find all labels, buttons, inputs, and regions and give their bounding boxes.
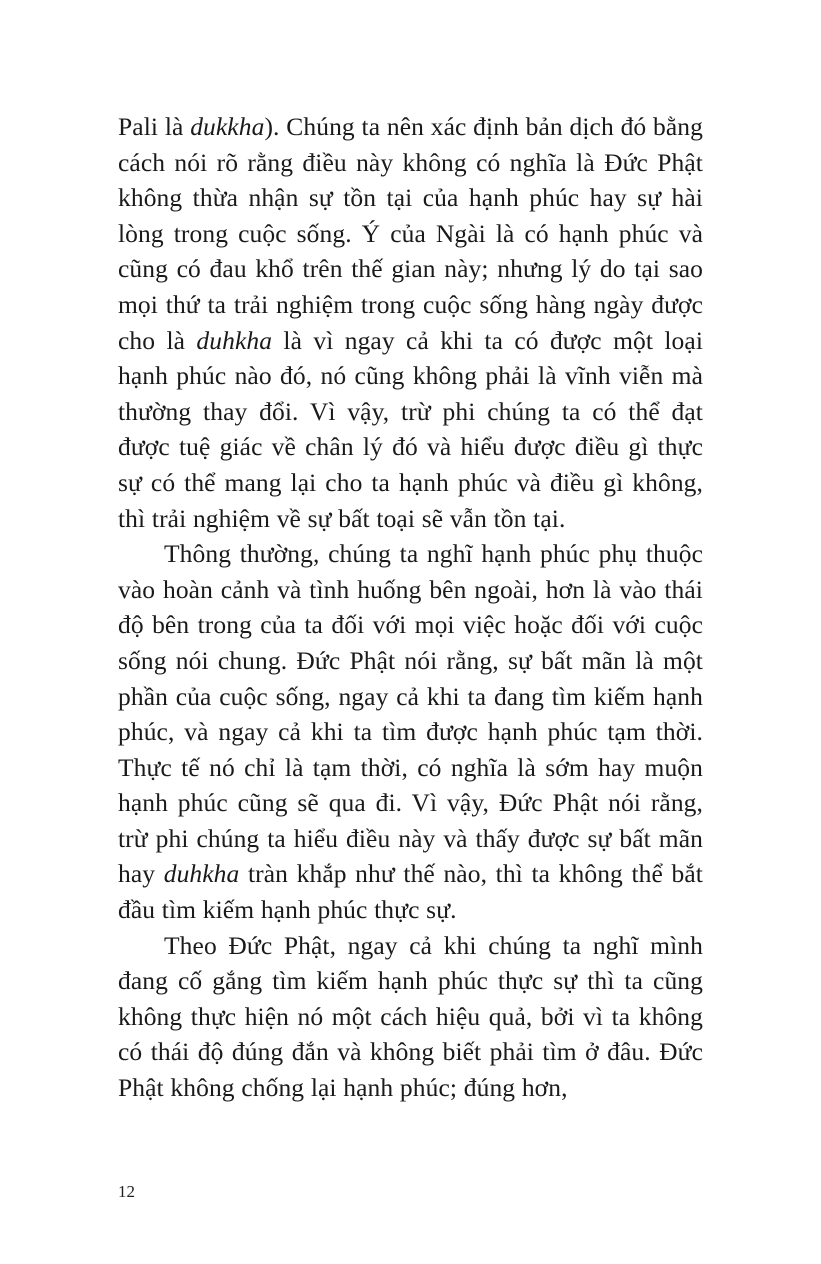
- text-run: Thông thường, chúng ta nghĩ hạnh phúc phụ thuộc vào hoàn cảnh và tình huống bên ngoài, hơn là vào thái độ bên trong của ta đối với mọi việc hoặc đối với cuộc sống nói chung. Đức Phật nói rằng, sự bất mãn là một phần của cuộc sống, ngay cả khi ta đang tìm kiếm hạnh phúc, và ngay cả khi ta tìm được hạnh phúc tạm thời. Thực tế nó chỉ là tạm thời, có nghĩa là sớm hay muộn hạnh phúc cũng sẽ qua đi. Vì vậy, Đức Phật nói rằng, trừ phi chúng ta hiểu điều này và thấy được sự bất mãn hay: [118, 539, 703, 889]
- paragraph: [118, 536, 703, 928]
- text-run: tràn khắp như thế nào, thì ta không thể bắt đầu tìm kiếm hạnh phúc thực sự.: [118, 859, 703, 925]
- page-number: 12: [118, 1182, 135, 1201]
- paragraph: [118, 928, 703, 1106]
- text-run: là vì ngay cả khi ta có được một loại hạnh phúc nào đó, nó cũng không phải là vĩnh viễn mà thường thay đổi. Vì vậy, trừ phi chúng ta có thể đạt được tuệ giác về chân lý đó và hiểu được điều gì thực sự có thể mang lại cho ta hạnh phúc và điều gì không, thì trải nghiệm về sự bất toại sẽ vẫn tồn tại.: [118, 325, 704, 533]
- italic-term: duhkha: [196, 325, 273, 355]
- text-run: Pali là: [118, 112, 191, 141]
- italic-term: dukkha: [190, 112, 265, 141]
- italic-term: duhkha: [163, 859, 240, 889]
- paragraph: [118, 109, 703, 536]
- text-run: Theo Đức Phật, ngay cả khi chúng ta nghĩ mình đang cố gắng tìm kiếm hạnh phúc thực sự thì ta cũng không thực hiện nó một cách hiệu quả, bởi vì ta không có thái độ đúng đắn và không biết phải tìm ở đâu. Đức Phật không chống lại hạnh phúc; đúng hơn,: [118, 930, 703, 1103]
- page-text-block: [118, 109, 703, 1106]
- text-run: ). Chúng ta nên xác định bản dịch đó bằng cách nói rõ rằng điều này không có nghĩa là Đức Phật không thừa nhận sự tồn tại của hạnh phúc hay sự hài lòng trong cuộc sống. Ý của Ngài là có hạnh phúc và cũng có đau khổ trên thế gian này; nhưng lý do tại sao mọi thứ ta trải nghiệm trong cuộc sống hàng ngày được cho là: [118, 112, 703, 355]
